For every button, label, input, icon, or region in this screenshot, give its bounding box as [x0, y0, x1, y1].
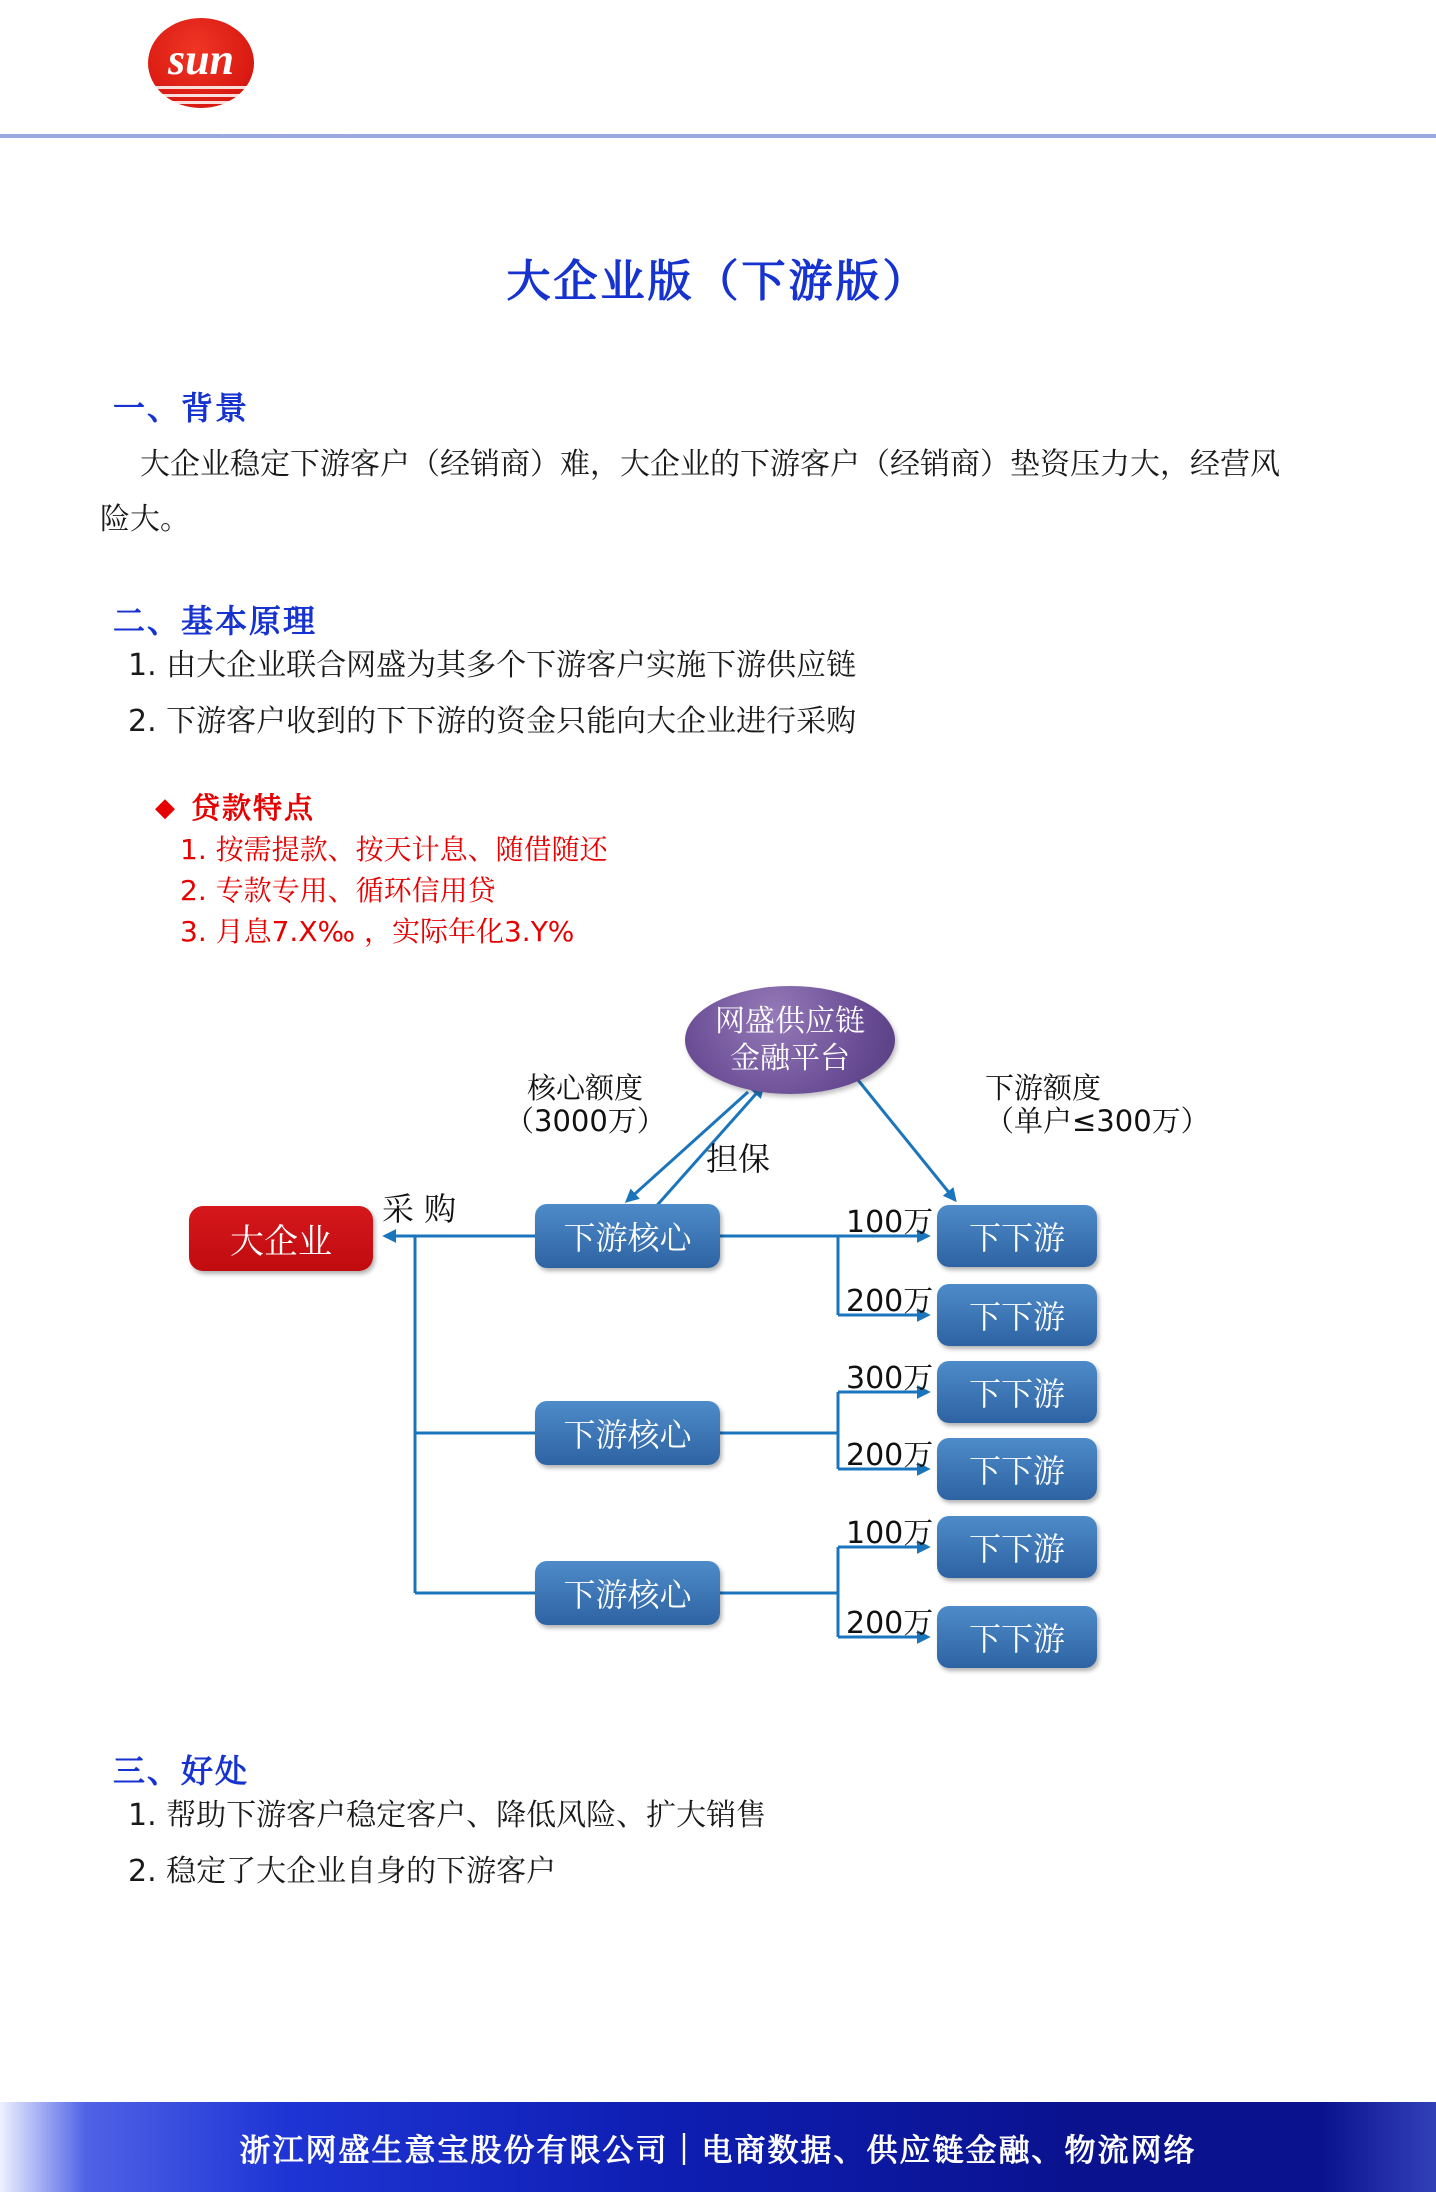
- section2-list: [128, 648, 856, 760]
- big-enterprise-node: 大企业: [189, 1206, 373, 1271]
- list-item: 1. 帮助下游客户稳定客户、降低风险、扩大销售: [128, 1798, 767, 1833]
- list-item: 1. 由大企业联合网盛为其多个下游客户实施下游供应链: [128, 648, 857, 683]
- netsun-logo-cn-text: 网盛: [258, 40, 382, 105]
- downstream-quota-line2: （单户≤300万）: [985, 1104, 1210, 1138]
- list-item: 2. 下游客户收到的下下游的资金只能向大企业进行采购: [128, 704, 857, 739]
- amount-label-5: 100万: [846, 1516, 934, 1551]
- netsun-logo-sun-text: sun: [167, 35, 235, 84]
- downstream-quota-label: [985, 1072, 1225, 1138]
- netsun-logo-net-text: Net: [33, 37, 120, 102]
- section2-heading: 二、基本原理: [113, 602, 318, 640]
- downstream-core-node-3: 下游核心: [535, 1561, 720, 1625]
- downstream-core-node-1: 下游核心: [535, 1204, 720, 1268]
- section3-list: [128, 1798, 766, 1910]
- sub-downstream-node-6: 下下游: [937, 1606, 1097, 1668]
- list-item: 1. 按需提款、按天计息、随借随还: [180, 833, 608, 866]
- diamond-bullet-icon: ◆: [155, 793, 175, 823]
- amount-label-2: 200万: [846, 1284, 934, 1319]
- section1-heading: 一、背景: [113, 389, 250, 427]
- header-banner: [0, 0, 1436, 138]
- footer-banner: [0, 2102, 1436, 2192]
- core-quota-line2: （3000万）: [505, 1104, 666, 1138]
- sun-stripe: [152, 86, 250, 89]
- sub-downstream-node-3: 下下游: [937, 1361, 1097, 1423]
- tagline-line1: 产业互联网基础设施提供商: [1043, 27, 1392, 60]
- guarantee-label: 担保: [706, 1140, 771, 1178]
- sub-downstream-node-2: 下下游: [937, 1284, 1097, 1346]
- purchase-label: 采 购: [382, 1190, 457, 1228]
- amount-label-3: 300万: [846, 1361, 934, 1396]
- header-tagline: [1008, 22, 1392, 108]
- core-quota-line1: 核心额度: [526, 1071, 643, 1105]
- tagline-line2: 生意宝｜股票代码：002095: [1008, 73, 1392, 106]
- amount-label-4: 200万: [846, 1438, 934, 1473]
- core-quota-label: [505, 1072, 665, 1138]
- amount-label-1: 100万: [846, 1205, 934, 1240]
- amount-label-6: 200万: [846, 1606, 934, 1641]
- loan-features-title: 贷款特点: [191, 791, 316, 825]
- sun-stripe: [156, 94, 246, 97]
- sub-downstream-node-4: 下下游: [937, 1438, 1097, 1500]
- section1-body: 大企业稳定下游客户（经销商）难，大企业的下游客户（经销商）垫资压力大，经营风险大。: [100, 447, 1280, 537]
- logo-slogan: 细分天下 共赢天下: [128, 110, 364, 138]
- downstream-quota-line1: 下游额度: [985, 1071, 1102, 1105]
- list-item: 2. 稳定了大企业自身的下游客户: [128, 1854, 557, 1889]
- section3-heading: 三、好处: [113, 1752, 250, 1790]
- sub-downstream-node-1: 下下游: [937, 1205, 1097, 1267]
- downstream-core-node-2: 下游核心: [535, 1401, 720, 1465]
- footer-text: 浙江网盛生意宝股份有限公司｜电商数据、供应链金融、物流网络: [239, 2132, 1197, 2169]
- loan-features-list: [180, 833, 608, 956]
- list-item: 2. 专款专用、循环信用贷: [180, 874, 496, 907]
- platform-label-line2: 金融平台: [730, 1041, 850, 1076]
- platform-label-line1: 网盛供应链: [715, 1004, 865, 1039]
- platform-node: [685, 986, 895, 1094]
- page-title: 大企业版（下游版）: [506, 256, 930, 307]
- loan-features-heading: [155, 786, 315, 827]
- sub-downstream-node-5: 下下游: [937, 1516, 1097, 1578]
- list-item: 3. 月息7.X‰ ，实际年化3.Y%: [180, 915, 575, 948]
